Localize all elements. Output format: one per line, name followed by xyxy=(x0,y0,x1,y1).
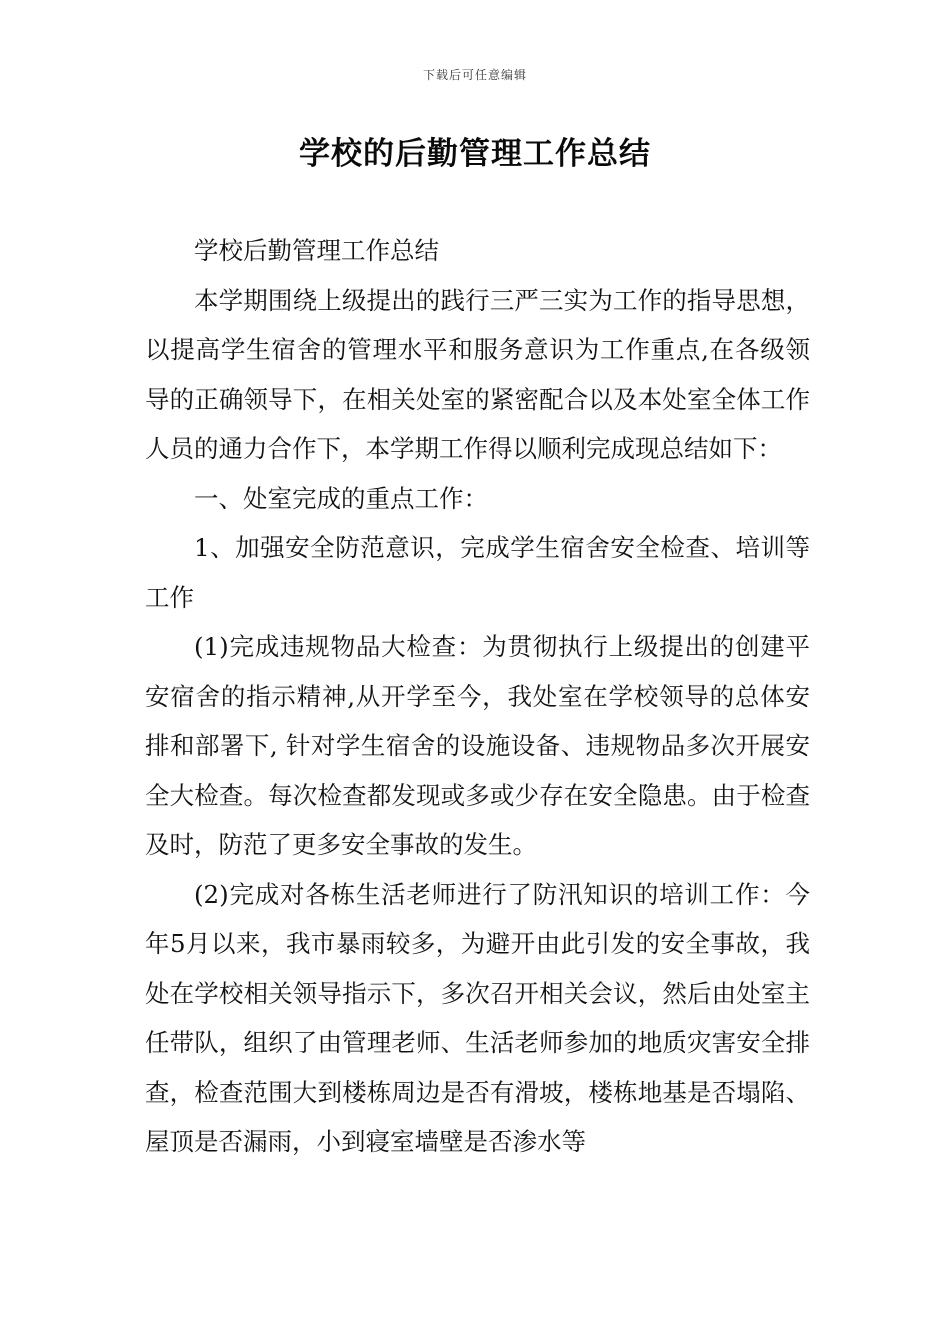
document-body xyxy=(145,226,810,1167)
section-heading-1: 一、处室完成的重点工作： xyxy=(194,483,488,513)
paragraph-subtitle: 学校后勤管理工作总结 xyxy=(194,236,439,265)
subsection-heading-1: 1、加强安全防范意识，完成学生宿舍安全检查、培训等工作 xyxy=(145,533,810,612)
header-note: 下载后可任意编辑 xyxy=(422,68,527,82)
paragraph-intro: 本学期围绕上级提出的践行三严三实为工作的指导思想，以提高学生宿舍的管理水平和服务意识为工作重点,在各级领导的正确领导下，在相关处室的紧密配合以及本处室全体工作人员的通力合作下，本学期工作得以顺利完成现总结如下： xyxy=(145,285,810,463)
paragraph-item-2: (2)完成对各栋生活老师进行了防汛知识的培训工作：今年5月以来，我市暴雨较多，为避开由此引发的安全事故，我处在学校相关领导指示下，多次召开相关会议，然后由处室主任带队，组织了由管理老师、生活老师参加的地质灾害安全排查，检查范围大到楼栋周边是否有滑坡，楼栋地基是否塌陷、屋顶是否漏雨，小到寝室墙壁是否渗水等 xyxy=(145,879,810,1156)
document-title: 学校的后勤管理工作总结 xyxy=(299,136,651,172)
paragraph-item-1: (1)完成违规物品大检查：为贯彻执行上级提出的创建平安宿舍的指示精神,从开学至今，我处室在学校领导的总体安排和部署下, 针对学生宿舍的设施设备、违规物品多次开展安全大检查。每次检查都发现或多或少存在安全隐患。由于检查及时，防范了更多安全事故的发生。 xyxy=(145,632,810,859)
